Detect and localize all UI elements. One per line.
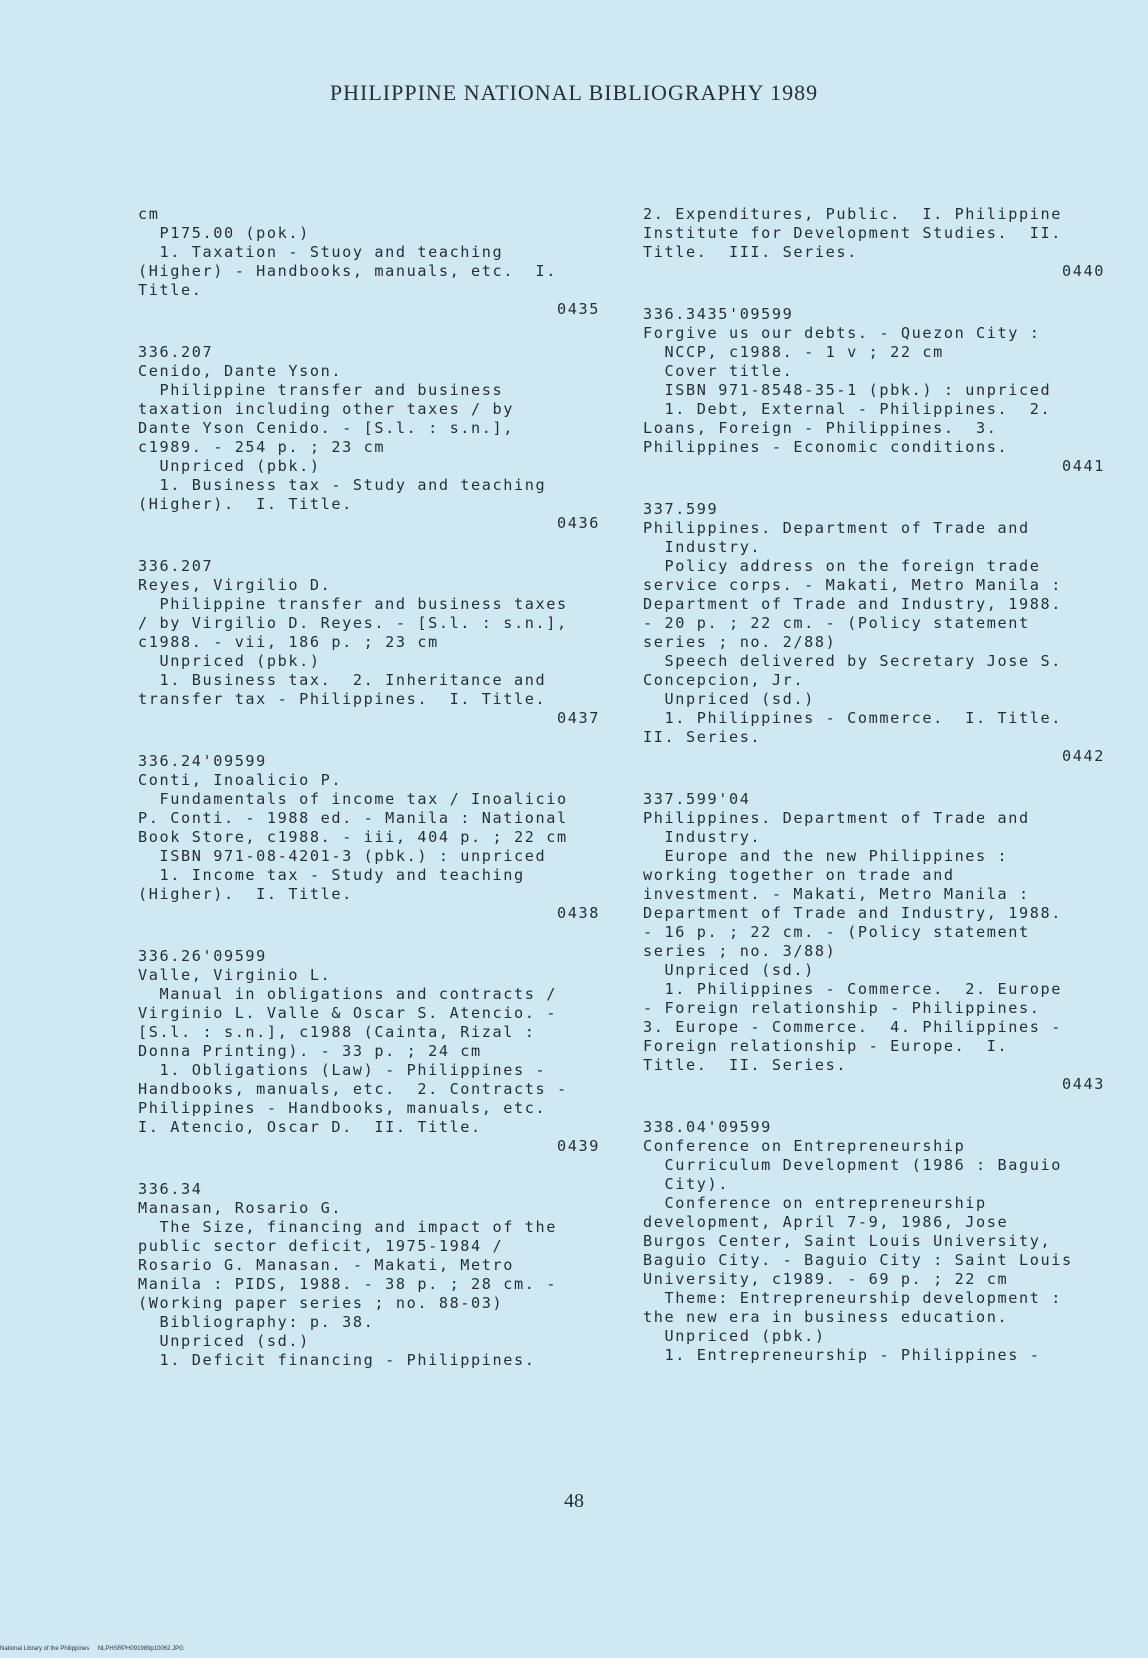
entry-line: Unpriced (pbk.) (643, 1327, 826, 1345)
entry-line: the new era in business education. (643, 1308, 1009, 1326)
entry-line: Manasan, Rosario G. (138, 1199, 343, 1217)
entry-line: Europe and the new Philippines : (643, 847, 1009, 865)
entry-line: Valle, Virginio L. (138, 966, 332, 984)
entry-line: Manila : PIDS, 1988. - 38 p. ; 28 cm. - (138, 1275, 558, 1293)
entry-line: Unpriced (pbk.) (138, 457, 321, 475)
entry-line: Rosario G. Manasan. - Makati, Metro (138, 1256, 515, 1274)
entry-line: service corps. - Makati, Metro Manila : (643, 576, 1063, 594)
entry-line: Department of Trade and Industry, 1988. (643, 595, 1063, 613)
control-number: 0437 (557, 709, 600, 727)
entry-line: 1. Business tax. 2. Inheritance and (138, 671, 547, 689)
entry-line: 2. Expenditures, Public. I. Philippine (643, 205, 1063, 223)
entry-line: Philippine transfer and business (138, 381, 504, 399)
entry-line: public sector deficit, 1975-1984 / (138, 1237, 504, 1255)
entry-line: P175.00 (pok.) (138, 224, 310, 242)
right-column (643, 205, 1105, 1389)
entry-line: NCCP, c1988. - 1 v ; 22 cm (643, 343, 944, 361)
entry-line: c1989. - 254 p. ; 23 cm (138, 438, 386, 456)
entry-line: (Higher). I. Title. (138, 885, 353, 903)
control-number: 0443 (1062, 1075, 1105, 1093)
entry-line: 338.04'09599 (643, 1118, 772, 1136)
entry-line: Baguio City. - Baguio City : Saint Louis (643, 1251, 1073, 1269)
control-number: 0435 (557, 300, 600, 318)
bibliography-entry (138, 557, 600, 728)
entry-line: 1. Obligations (Law) - Philippines - (138, 1061, 547, 1079)
entry-line: / by Virgilio D. Reyes. - [S.l. : s.n.], (138, 614, 568, 632)
entry-line: P. Conti. - 1988 ed. - Manila : National (138, 809, 568, 827)
entry-line: (Higher) - Handbooks, manuals, etc. I. (138, 262, 558, 280)
entry-line: Cover title. (643, 362, 794, 380)
control-number: 0438 (557, 904, 600, 922)
entry-line: Manual in obligations and contracts / (138, 985, 558, 1003)
bibliography-entry (138, 752, 600, 923)
bibliography-entry (138, 947, 600, 1156)
entry-line: Title. (138, 281, 203, 299)
entry-line: Bibliography: p. 38. (138, 1313, 375, 1331)
entry-line: 336.207 (138, 343, 214, 361)
entry-line: Concepcion, Jr. (643, 671, 805, 689)
control-number: 0436 (557, 514, 600, 532)
entry-line: (Working paper series ; no. 88-03) (138, 1294, 504, 1312)
entry-line: Philippines. Department of Trade and (643, 519, 1030, 537)
entry-line: Loans, Foreign - Philippines. 3. (643, 419, 998, 437)
entry-line: Cenido, Dante Yson. (138, 362, 343, 380)
entry-line: Conference on Entrepreneurship (643, 1137, 966, 1155)
entry-line: Industry. (643, 828, 762, 846)
bibliography-entry (643, 790, 1105, 1094)
entry-line: Foreign relationship - Europe. I. (643, 1037, 1009, 1055)
bibliography-entry (138, 1180, 600, 1370)
entry-line: 336.24'09599 (138, 752, 267, 770)
bibliography-entry (643, 305, 1105, 476)
entry-line: Title. II. Series. (643, 1056, 848, 1074)
entry-line: 3. Europe - Commerce. 4. Philippines - (643, 1018, 1063, 1036)
entry-line: Dante Yson Cenido. - [S.l. : s.n.], (138, 419, 515, 437)
entry-line: Fundamentals of income tax / Inoalicio (138, 790, 568, 808)
entry-line: working together on trade and (643, 866, 955, 884)
entry-line: Unpriced (sd.) (138, 1332, 310, 1350)
entry-line: 337.599 (643, 500, 719, 518)
entry-line: Institute for Development Studies. II. (643, 224, 1063, 242)
entry-line: Donna Printing). - 33 p. ; 24 cm (138, 1042, 482, 1060)
entry-line: University, c1989. - 69 p. ; 22 cm (643, 1270, 1009, 1288)
entry-line: 1. Taxation - Stuoy and teaching (138, 243, 504, 261)
entry-line: 1. Debt, External - Philippines. 2. (643, 400, 1052, 418)
entry-line: investment. - Makati, Metro Manila : (643, 885, 1030, 903)
entry-line: Unpriced (sd.) (643, 961, 815, 979)
entry-line: Unpriced (pbk.) (138, 652, 321, 670)
entry-line: 1. Philippines - Commerce. I. Title. (643, 709, 1063, 727)
entry-line: Book Store, c1988. - iii, 404 p. ; 22 cm (138, 828, 568, 846)
entry-line: Philippine transfer and business taxes (138, 595, 568, 613)
entry-line: 1. Entrepreneurship - Philippines - (643, 1346, 1041, 1364)
entry-line: ISBN 971-08-4201-3 (pbk.) : unpriced (138, 847, 547, 865)
entry-line: (Higher). I. Title. (138, 495, 353, 513)
entry-line: I. Atencio, Oscar D. II. Title. (138, 1118, 482, 1136)
entry-line: taxation including other taxes / by (138, 400, 515, 418)
entry-line: 336.207 (138, 557, 214, 575)
entry-line: - Foreign relationship - Philippines. (643, 999, 1041, 1017)
entry-line: 336.3435'09599 (643, 305, 794, 323)
entry-line: Speech delivered by Secretary Jose S. (643, 652, 1063, 670)
entry-line: Burgos Center, Saint Louis University, (643, 1232, 1052, 1250)
bibliography-entry (643, 500, 1105, 766)
entry-line: Forgive us our debts. - Quezon City : (643, 324, 1041, 342)
entry-line: Philippines - Economic conditions. (643, 438, 1009, 456)
entry-line: c1988. - vii, 186 p. ; 23 cm (138, 633, 439, 651)
entry-line: series ; no. 2/88) (643, 633, 837, 651)
entry-line: The Size, financing and impact of the (138, 1218, 558, 1236)
bibliography-entry (138, 343, 600, 533)
entry-line: Title. III. Series. (643, 243, 858, 261)
entry-line: Industry. (643, 538, 762, 556)
bibliography-entry (643, 205, 1105, 281)
entry-line: 1. Deficit financing - Philippines. (138, 1351, 536, 1369)
control-number: 0440 (1062, 262, 1105, 280)
entry-line: Theme: Entrepreneurship development : (643, 1289, 1063, 1307)
entry-line: 1. Philippines - Commerce. 2. Europe (643, 980, 1063, 998)
bibliography-entry (643, 1118, 1105, 1365)
entry-line: Handbooks, manuals, etc. 2. Contracts - (138, 1080, 568, 1098)
entry-line: Reyes, Virgilio D. (138, 576, 332, 594)
entry-line: 336.34 (138, 1180, 203, 1198)
entry-line: Philippines - Handbooks, manuals, etc. (138, 1099, 547, 1117)
entry-line: Curriculum Development (1986 : Baguio (643, 1156, 1063, 1174)
entry-line: Department of Trade and Industry, 1988. (643, 904, 1063, 922)
entry-line: Philippines. Department of Trade and (643, 809, 1030, 827)
entry-line: - 16 p. ; 22 cm. - (Policy statement (643, 923, 1030, 941)
entry-line: Conference on entrepreneurship (643, 1194, 987, 1212)
entry-line: series ; no. 3/88) (643, 942, 837, 960)
control-number: 0442 (1062, 747, 1105, 765)
entry-line: 1. Business tax - Study and teaching (138, 476, 547, 494)
entry-line: cm (138, 205, 160, 223)
control-number: 0441 (1062, 457, 1105, 475)
entry-line: Virginio L. Valle & Oscar S. Atencio. - (138, 1004, 558, 1022)
footer-caption: National Library of the Philippines NLPHSRPH091989p10062.JPG (0, 1646, 184, 1652)
entry-line: [S.l. : s.n.], c1988 (Cainta, Rizal : (138, 1023, 536, 1041)
entry-line: II. Series. (643, 728, 762, 746)
entry-line: Conti, Inoalicio P. (138, 771, 343, 789)
entry-line: 336.26'09599 (138, 947, 267, 965)
entry-line: development, April 7-9, 1986, Jose (643, 1213, 1009, 1231)
entry-line: Unpriced (sd.) (643, 690, 815, 708)
entry-line: ISBN 971-8548-35-1 (pbk.) : unpriced (643, 381, 1052, 399)
bibliography-entry (138, 205, 600, 319)
page-number: 48 (564, 1490, 584, 1512)
entry-line: 1. Income tax - Study and teaching (138, 866, 525, 884)
entry-line: - 20 p. ; 22 cm. - (Policy statement (643, 614, 1030, 632)
entry-line: transfer tax - Philippines. I. Title. (138, 690, 547, 708)
entry-line: Policy address on the foreign trade (643, 557, 1041, 575)
entry-line: 337.599'04 (643, 790, 751, 808)
entry-line: City). (643, 1175, 729, 1193)
page-header: PHILIPPINE NATIONAL BIBLIOGRAPHY 1989 (329, 80, 819, 105)
left-column (138, 205, 600, 1394)
control-number: 0439 (557, 1137, 600, 1155)
